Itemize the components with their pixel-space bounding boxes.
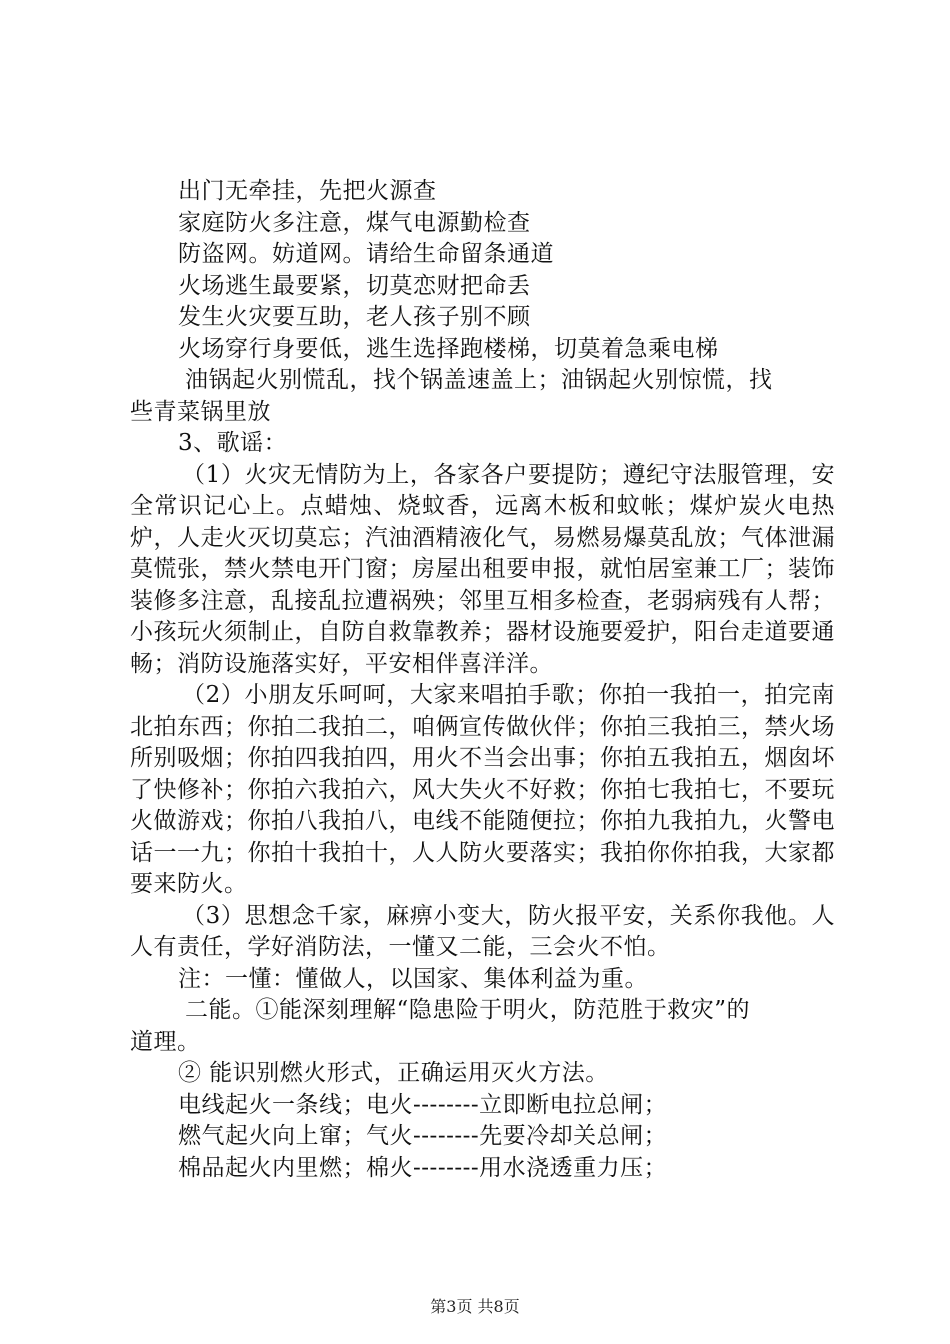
song-paragraph-1: （1）火灾无情防为上，各家各户要提防；遵纪守法服管理，安全常识记心上。点蜡烛、烧蚊香，远离木板和蚊帐；煤炉炭火电热炉，人走火灭切莫忘；汽油酒精液化气，易燃易爆莫乱放；气体泄漏莫慌张，禁火禁电开门窗；房屋出租要申报，就怕居室兼工厂；装饰装修多注意，乱接乱拉遭祸殃；邻里互相多检查，老弱病残有人帮；小孩玩火须制止，自防自救靠教养；器材设施要爱护，阳台走道要通畅；消防设施落实好，平安相伴喜洋洋。 (130, 461, 835, 677)
text-line: 棉品起火内里燃；棉火--------用水浇透重力压； (178, 1154, 668, 1181)
text-line: 二能。①能深刻理解“隐患险于明火，防范胜于救灾”的 (185, 997, 751, 1023)
section-heading: 3、歌谣： (178, 430, 288, 456)
text-line: 家庭防火多注意，煤气电源勤检查 (178, 209, 531, 236)
song-paragraph-2: （2）小朋友乐呵呵，大家来唱拍手歌；你拍一我拍一，拍完南北拍东西；你拍二我拍二，咱俩宣传做伙伴；你拍三我拍三，禁火场所别吸烟；你拍四我拍四，用火不当会出事；你拍五我拍五，烟囱坏了快修补；你拍六我拍六，风大失火不好救；你拍七我拍七，不要玩火做游戏；你拍八我拍八，电线不能随便拉；你拍九我拍九，火警电话一一九；你拍十我拍十，人人防火要落实；我拍你你拍我，大家都要来防火。 (130, 682, 835, 897)
text-line: 火场逃生最要紧，切莫恋财把命丢 (178, 272, 531, 299)
text-line: 道理。 (130, 1028, 201, 1055)
page-footer: 第3页 共8页 (430, 1297, 520, 1316)
text-line: 防盗网。妨道网。请给生命留条通道 (178, 241, 554, 267)
text-line: 发生火灾要互助，老人孩子别不顾 (178, 304, 531, 330)
document-body (130, 176, 835, 1184)
text-line: 些青菜锅里放 (130, 398, 271, 425)
note-line: 注：一懂：懂做人，以国家、集体利益为重。 (178, 965, 648, 992)
text-line: ② 能识别燃火形式，正确运用灭火方法。 (178, 1060, 609, 1086)
text-line: 油锅起火别慌乱，找个锅盖速盖上；油锅起火别惊慌，找 (185, 367, 773, 393)
song-paragraph-3: （3）思想念千家，麻痹小变大，防火报平安，关系你我他。人人有责任，学好消防法，一懂又二能，三会火不怕。 (130, 902, 835, 960)
text-line: 火场穿行身要低，逃生选择跑楼梯，切莫着急乘电梯 (178, 335, 719, 362)
text-line: 燃气起火向上窜；气火--------先要冷却关总闸； (178, 1123, 668, 1149)
text-line: 电线起火一条线；电火--------立即断电拉总闸； (178, 1091, 668, 1118)
text-line: 出门无牵挂，先把火源查 (178, 178, 437, 204)
